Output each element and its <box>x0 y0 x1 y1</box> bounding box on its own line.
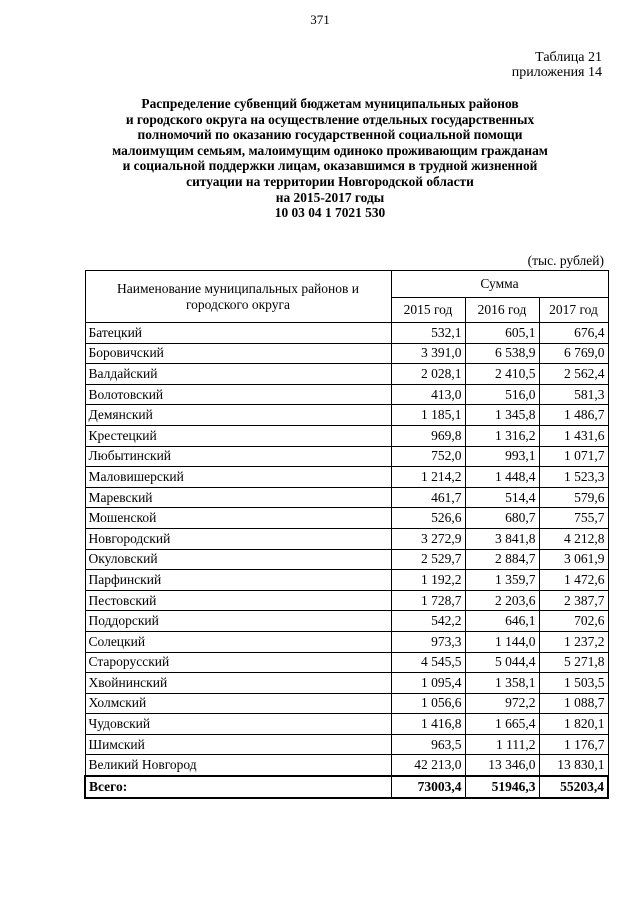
value-2015: 969,8 <box>391 425 465 446</box>
column-header-2017: 2017 год <box>539 298 608 323</box>
value-2017: 4 212,8 <box>539 528 608 549</box>
column-header-2016: 2016 год <box>465 298 539 323</box>
district-name: Маловишерский <box>85 467 391 488</box>
title-line: и городского округа на осуществление отдельных государственных <box>125 111 535 127</box>
total-2015: 73003,4 <box>391 776 465 798</box>
value-2015: 461,7 <box>391 487 465 508</box>
value-2017: 5 271,8 <box>539 652 608 673</box>
title-line: малоимущим семьям, малоимущим одиноко проживающим гражданам <box>112 142 548 158</box>
total-2017: 55203,4 <box>539 776 608 798</box>
value-2015: 973,3 <box>391 631 465 652</box>
value-2016: 972,2 <box>465 693 539 714</box>
value-2016: 1 111,2 <box>465 734 539 755</box>
value-2017: 1 503,5 <box>539 673 608 694</box>
district-name: Боровичский <box>85 343 391 364</box>
value-2017: 1 523,3 <box>539 467 608 488</box>
value-2016: 6 538,9 <box>465 343 539 364</box>
table-row <box>85 508 608 529</box>
value-2017: 1 071,7 <box>539 446 608 467</box>
table-row <box>85 755 608 776</box>
value-2015: 1 192,2 <box>391 570 465 591</box>
value-2016: 514,4 <box>465 487 539 508</box>
title-line: на 2015-2017 годы <box>275 189 385 205</box>
district-name: Хвойнинский <box>85 673 391 694</box>
value-2017: 676,4 <box>539 323 608 344</box>
value-2015: 1 214,2 <box>391 467 465 488</box>
value-2016: 2 884,7 <box>465 549 539 570</box>
value-2016: 1 144,0 <box>465 631 539 652</box>
value-2015: 42 213,0 <box>391 755 465 776</box>
value-2015: 413,0 <box>391 384 465 405</box>
subsidy-table <box>84 270 609 799</box>
table-row <box>85 734 608 755</box>
value-2015: 1 416,8 <box>391 714 465 735</box>
district-name: Маревский <box>85 487 391 508</box>
district-name: Старорусский <box>85 652 391 673</box>
value-2016: 605,1 <box>465 323 539 344</box>
value-2015: 1 728,7 <box>391 590 465 611</box>
district-name: Новгородский <box>85 528 391 549</box>
title-line: 10 03 04 1 7021 530 <box>274 205 386 221</box>
value-2017: 1 176,7 <box>539 734 608 755</box>
value-2017: 581,3 <box>539 384 608 405</box>
district-name: Чудовский <box>85 714 391 735</box>
table-row <box>85 446 608 467</box>
value-2017: 6 769,0 <box>539 343 608 364</box>
table-row <box>85 364 608 385</box>
district-name: Любытинский <box>85 446 391 467</box>
table-row <box>85 425 608 446</box>
table-row <box>85 467 608 488</box>
column-header-name: Наименование муниципальных районов и городского округа <box>85 271 391 323</box>
value-2016: 1 448,4 <box>465 467 539 488</box>
district-name: Парфинский <box>85 570 391 591</box>
table-reference-line: приложения 14 <box>511 65 602 80</box>
table-row <box>85 652 608 673</box>
table-row <box>85 693 608 714</box>
column-header-sum: Сумма <box>391 271 608 298</box>
district-name: Окуловский <box>85 549 391 570</box>
value-2015: 1 056,6 <box>391 693 465 714</box>
value-2017: 702,6 <box>539 611 608 632</box>
value-2016: 680,7 <box>465 508 539 529</box>
value-2016: 1 665,4 <box>465 714 539 735</box>
total-2016: 51946,3 <box>465 776 539 798</box>
table-row <box>85 528 608 549</box>
title-line: ситуации на территории Новгородской области <box>186 173 474 189</box>
value-2017: 2 562,4 <box>539 364 608 385</box>
value-2016: 1 358,1 <box>465 673 539 694</box>
column-header-2015: 2015 год <box>391 298 465 323</box>
title-line: полномочий по оказанию государственной социальной помощи <box>137 127 523 143</box>
value-2015: 3 272,9 <box>391 528 465 549</box>
table-row <box>85 714 608 735</box>
title-line: Распределение субвенций бюджетам муниципальных районов <box>141 96 519 111</box>
table-row <box>85 487 608 508</box>
value-2016: 3 841,8 <box>465 528 539 549</box>
value-2017: 1 486,7 <box>539 405 608 426</box>
value-2015: 752,0 <box>391 446 465 467</box>
value-2016: 2 203,6 <box>465 590 539 611</box>
value-2017: 13 830,1 <box>539 755 608 776</box>
district-name: Валдайский <box>85 364 391 385</box>
district-name: Солецкий <box>85 631 391 652</box>
table-row <box>85 673 608 694</box>
value-2015: 3 391,0 <box>391 343 465 364</box>
district-name: Демянский <box>85 405 391 426</box>
value-2017: 1 431,6 <box>539 425 608 446</box>
value-2017: 755,7 <box>539 508 608 529</box>
table-row <box>85 549 608 570</box>
value-2016: 2 410,5 <box>465 364 539 385</box>
value-2016: 13 346,0 <box>465 755 539 776</box>
value-2015: 542,2 <box>391 611 465 632</box>
value-2015: 4 545,5 <box>391 652 465 673</box>
value-2015: 526,6 <box>391 508 465 529</box>
district-name: Холмский <box>85 693 391 714</box>
table-row <box>85 323 608 344</box>
value-2016: 5 044,4 <box>465 652 539 673</box>
table-row <box>85 611 608 632</box>
value-2015: 2 028,1 <box>391 364 465 385</box>
table-reference <box>512 50 602 80</box>
value-2016: 516,0 <box>465 384 539 405</box>
page-number: 371 <box>310 12 330 27</box>
value-2015: 1 095,4 <box>391 673 465 694</box>
total-label: Всего: <box>85 776 391 798</box>
value-2015: 532,1 <box>391 323 465 344</box>
table-row <box>85 384 608 405</box>
table-reference-line: Таблица 21 <box>535 50 602 65</box>
value-2016: 993,1 <box>465 446 539 467</box>
district-name: Мошенской <box>85 508 391 529</box>
value-2017: 1 088,7 <box>539 693 608 714</box>
document-title <box>70 96 590 221</box>
district-name: Батецкий <box>85 323 391 344</box>
value-2017: 579,6 <box>539 487 608 508</box>
value-2016: 1 345,8 <box>465 405 539 426</box>
value-2016: 1 316,2 <box>465 425 539 446</box>
table-row <box>85 631 608 652</box>
table-row <box>85 405 608 426</box>
table-row <box>85 570 608 591</box>
title-line: и социальной поддержки лицам, оказавшимся в трудной жизненной <box>122 158 538 174</box>
value-2015: 963,5 <box>391 734 465 755</box>
value-2016: 1 359,7 <box>465 570 539 591</box>
value-2017: 3 061,9 <box>539 549 608 570</box>
district-name: Крестецкий <box>85 425 391 446</box>
district-name: Шимский <box>85 734 391 755</box>
value-2017: 1 237,2 <box>539 631 608 652</box>
district-name: Поддорский <box>85 611 391 632</box>
district-name: Пестовский <box>85 590 391 611</box>
value-2017: 1 820,1 <box>539 714 608 735</box>
value-2015: 2 529,7 <box>391 549 465 570</box>
district-name: Волотовский <box>85 384 391 405</box>
table-row <box>85 590 608 611</box>
value-2016: 646,1 <box>465 611 539 632</box>
units-label: (тыс. рублей) <box>527 253 604 268</box>
table-row <box>85 343 608 364</box>
value-2017: 2 387,7 <box>539 590 608 611</box>
value-2017: 1 472,6 <box>539 570 608 591</box>
total-row <box>85 776 608 798</box>
district-name: Великий Новгород <box>85 755 391 776</box>
value-2015: 1 185,1 <box>391 405 465 426</box>
